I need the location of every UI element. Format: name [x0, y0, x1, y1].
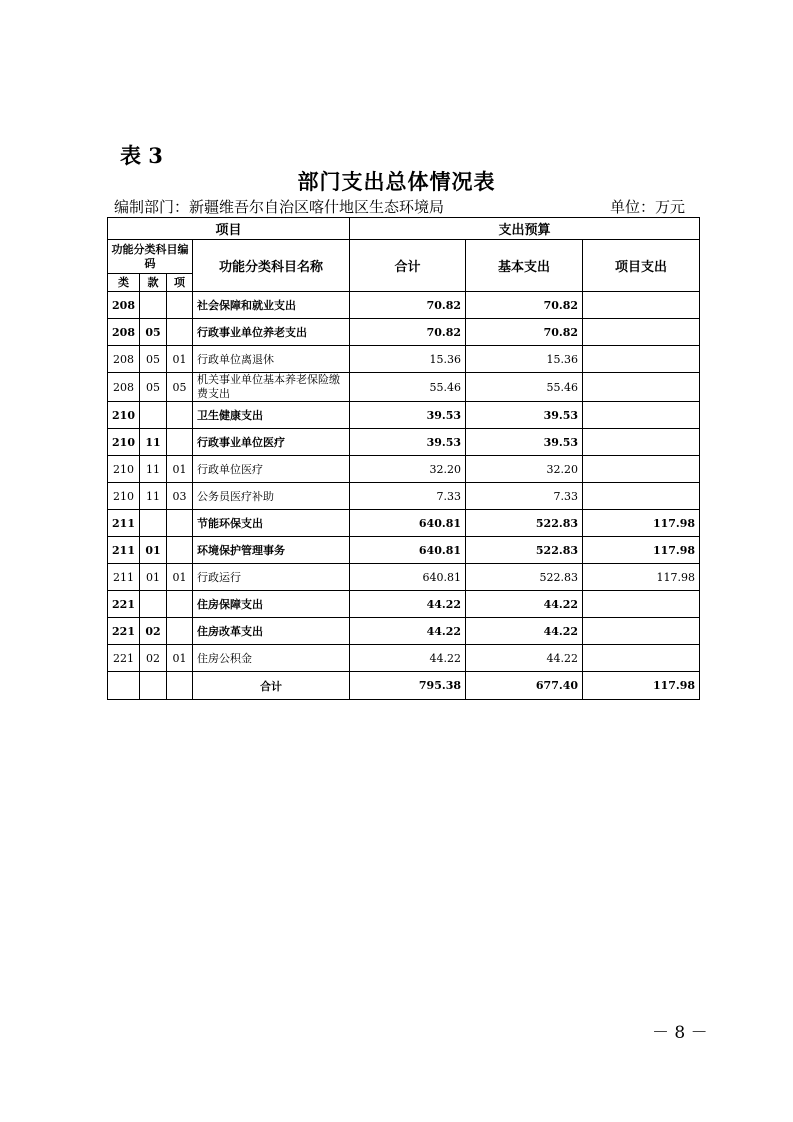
cell-xiang [167, 618, 193, 645]
cell-name: 机关事业单位基本养老保险缴费支出 [193, 373, 350, 402]
table-row [108, 346, 700, 373]
cell-name: 卫生健康支出 [193, 402, 350, 429]
cell-name: 行政事业单位养老支出 [193, 319, 350, 346]
cell-proj [583, 319, 700, 346]
cell-kuan: 05 [140, 346, 167, 373]
cell-kuan [140, 510, 167, 537]
table-row [108, 319, 700, 346]
cell-kuan: 11 [140, 429, 167, 456]
cell-kuan: 05 [140, 319, 167, 346]
cell-basic: 15.36 [466, 346, 583, 373]
cell-basic: 55.46 [466, 373, 583, 402]
table-row [108, 510, 700, 537]
cell-name: 环境保护管理事务 [193, 537, 350, 564]
table-row [108, 456, 700, 483]
cell-total: 32.20 [350, 456, 466, 483]
header-basic: 基本支出 [466, 240, 583, 292]
cell-basic: 44.22 [466, 618, 583, 645]
cell-name: 节能环保支出 [193, 510, 350, 537]
cell-proj [583, 292, 700, 319]
cell-total: 640.81 [350, 564, 466, 591]
total-label: 合计 [193, 672, 350, 700]
cell-xiang [167, 510, 193, 537]
cell-total: 70.82 [350, 319, 466, 346]
cell-kuan: 02 [140, 618, 167, 645]
cell-lei: 211 [108, 510, 140, 537]
table-row [108, 373, 700, 402]
cell-basic: 522.83 [466, 510, 583, 537]
expenditure-table [107, 217, 700, 700]
cell-kuan: 11 [140, 483, 167, 510]
page-number: － 8 － [652, 1023, 708, 1043]
cell-total: 7.33 [350, 483, 466, 510]
cell-basic: 39.53 [466, 402, 583, 429]
total-empty-cell [167, 672, 193, 700]
cell-xiang [167, 429, 193, 456]
cell-proj: 117.98 [583, 510, 700, 537]
header-row-2 [108, 240, 700, 274]
cell-kuan: 05 [140, 373, 167, 402]
cell-lei: 210 [108, 456, 140, 483]
cell-kuan [140, 292, 167, 319]
header-name: 功能分类科目名称 [193, 240, 350, 292]
cell-total: 70.82 [350, 292, 466, 319]
cell-total: 55.46 [350, 373, 466, 402]
total-basic: 677.40 [466, 672, 583, 700]
cell-kuan [140, 402, 167, 429]
unit-label: 单位：万元 [610, 198, 686, 216]
cell-total: 44.22 [350, 618, 466, 645]
header-total: 合计 [350, 240, 466, 292]
cell-total: 44.22 [350, 645, 466, 672]
header-proj: 项目支出 [583, 240, 700, 292]
header-kuan: 款 [140, 274, 167, 292]
cell-proj [583, 429, 700, 456]
cell-kuan: 01 [140, 537, 167, 564]
cell-lei: 208 [108, 346, 140, 373]
cell-name: 住房改革支出 [193, 618, 350, 645]
total-total: 795.38 [350, 672, 466, 700]
table-row [108, 402, 700, 429]
page-title: 部门支出总体情况表 [297, 169, 496, 194]
table-row [108, 429, 700, 456]
cell-total: 640.81 [350, 537, 466, 564]
cell-kuan: 11 [140, 456, 167, 483]
cell-total: 39.53 [350, 402, 466, 429]
table-row [108, 591, 700, 618]
table-number: 表 3 [120, 143, 163, 168]
cell-basic: 522.83 [466, 537, 583, 564]
cell-lei: 208 [108, 292, 140, 319]
total-empty-cell [140, 672, 167, 700]
cell-xiang: 03 [167, 483, 193, 510]
table-row [108, 537, 700, 564]
header-code: 功能分类科目编码 [108, 240, 193, 274]
cell-name: 公务员医疗补助 [193, 483, 350, 510]
cell-lei: 210 [108, 429, 140, 456]
cell-basic: 39.53 [466, 429, 583, 456]
cell-basic: 44.22 [466, 645, 583, 672]
cell-proj [583, 618, 700, 645]
cell-xiang: 01 [167, 564, 193, 591]
total-empty-cell [108, 672, 140, 700]
cell-lei: 221 [108, 591, 140, 618]
cell-xiang: 05 [167, 373, 193, 402]
cell-proj [583, 483, 700, 510]
table-row [108, 483, 700, 510]
cell-lei: 210 [108, 402, 140, 429]
cell-lei: 221 [108, 645, 140, 672]
cell-lei: 210 [108, 483, 140, 510]
cell-proj [583, 456, 700, 483]
header-budget: 支出预算 [350, 218, 700, 240]
cell-xiang: 01 [167, 645, 193, 672]
cell-basic: 44.22 [466, 591, 583, 618]
cell-kuan: 02 [140, 645, 167, 672]
cell-xiang [167, 537, 193, 564]
total-proj: 117.98 [583, 672, 700, 700]
cell-name: 行政单位离退休 [193, 346, 350, 373]
cell-proj [583, 373, 700, 402]
cell-proj: 117.98 [583, 537, 700, 564]
cell-proj [583, 645, 700, 672]
cell-total: 39.53 [350, 429, 466, 456]
cell-proj [583, 591, 700, 618]
cell-name: 行政运行 [193, 564, 350, 591]
cell-total: 44.22 [350, 591, 466, 618]
header-row-1 [108, 218, 700, 240]
cell-xiang [167, 292, 193, 319]
cell-basic: 522.83 [466, 564, 583, 591]
header-xiang: 项 [167, 274, 193, 292]
table-row [108, 618, 700, 645]
total-row [108, 672, 700, 700]
cell-name: 住房公积金 [193, 645, 350, 672]
cell-basic: 70.82 [466, 319, 583, 346]
cell-xiang: 01 [167, 346, 193, 373]
header-project: 项目 [108, 218, 350, 240]
cell-proj: 117.98 [583, 564, 700, 591]
cell-kuan: 01 [140, 564, 167, 591]
cell-basic: 70.82 [466, 292, 583, 319]
table-row [108, 645, 700, 672]
cell-lei: 211 [108, 537, 140, 564]
cell-lei: 221 [108, 618, 140, 645]
cell-proj [583, 402, 700, 429]
cell-basic: 32.20 [466, 456, 583, 483]
cell-name: 社会保障和就业支出 [193, 292, 350, 319]
compiling-department: 编制部门：新疆维吾尔自治区喀什地区生态环境局 [114, 198, 445, 216]
cell-kuan [140, 591, 167, 618]
cell-basic: 7.33 [466, 483, 583, 510]
table-row [108, 292, 700, 319]
cell-name: 行政单位医疗 [193, 456, 350, 483]
cell-xiang [167, 402, 193, 429]
cell-lei: 211 [108, 564, 140, 591]
cell-proj [583, 346, 700, 373]
cell-xiang: 01 [167, 456, 193, 483]
table-row [108, 564, 700, 591]
cell-total: 640.81 [350, 510, 466, 537]
cell-xiang [167, 591, 193, 618]
cell-name: 行政事业单位医疗 [193, 429, 350, 456]
header-lei: 类 [108, 274, 140, 292]
cell-name: 住房保障支出 [193, 591, 350, 618]
cell-total: 15.36 [350, 346, 466, 373]
cell-xiang [167, 319, 193, 346]
cell-lei: 208 [108, 319, 140, 346]
cell-lei: 208 [108, 373, 140, 402]
